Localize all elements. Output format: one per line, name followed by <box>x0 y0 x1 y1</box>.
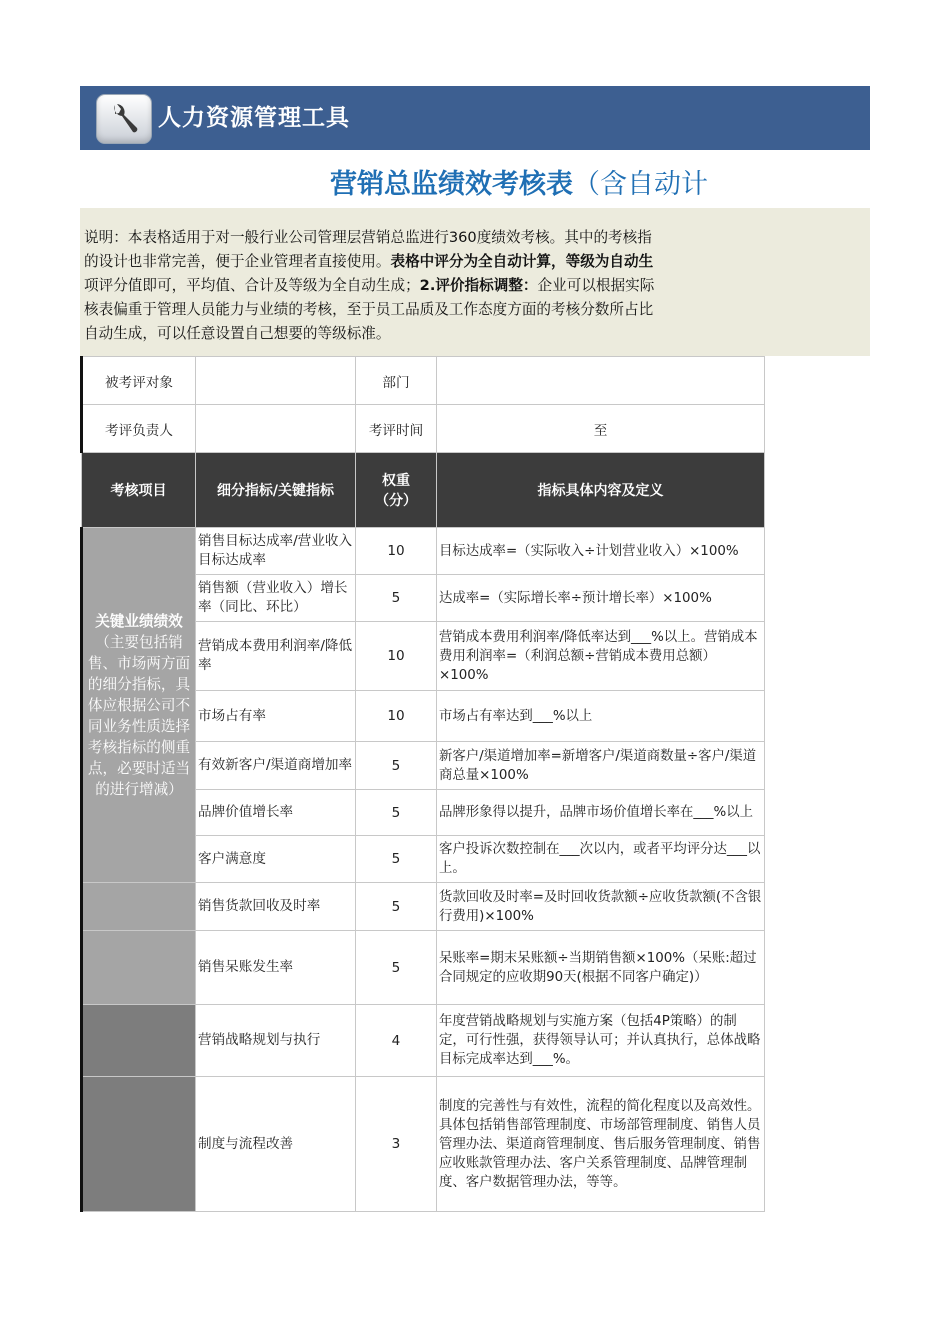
indicator-cell: 销售额（营业收入）增长率（同比、环比） <box>196 575 356 622</box>
table-row <box>82 1077 765 1212</box>
indicator-cell: 销售目标达成率/营业收入目标达成率 <box>196 528 356 575</box>
info-row-reviewer <box>82 405 765 453</box>
definition-cell: 呆账率=期末呆账额÷当期销售额×100%（呆账:超过合同规定的应收期90天(根据不同客户确定)） <box>437 931 765 1005</box>
indicator-cell: 销售货款回收及时率 <box>196 883 356 931</box>
reviewee-label: 被考评对象 <box>82 357 196 405</box>
indicator-cell: 市场占有率 <box>196 691 356 742</box>
weight-cell: 5 <box>356 742 437 790</box>
category-cell-blank <box>82 1005 196 1077</box>
indicator-cell: 品牌价值增长率 <box>196 790 356 836</box>
indicator-cell: 营销成本费用利润率/降低率 <box>196 622 356 691</box>
wrench-icon <box>96 94 152 144</box>
info-row-reviewee <box>82 357 765 405</box>
category-key-performance: 关键业绩绩效（主要包括销售、市场两方面的细分指标，具体应根据公司不同业务性质选择考核指标的侧重点，必要时适当的进行增减） <box>82 528 196 883</box>
weight-cell: 3 <box>356 1077 437 1212</box>
table-header <box>82 453 765 528</box>
reviewer-field[interactable] <box>196 405 356 453</box>
header-definition: 指标具体内容及定义 <box>437 453 765 528</box>
header-category: 考核项目 <box>82 453 196 528</box>
indicator-cell: 制度与流程改善 <box>196 1077 356 1212</box>
indicator-cell: 有效新客户/渠道商增加率 <box>196 742 356 790</box>
table-row <box>82 528 765 575</box>
weight-cell: 4 <box>356 1005 437 1077</box>
weight-cell: 5 <box>356 790 437 836</box>
category-cell-blank <box>82 931 196 1005</box>
header-banner <box>80 86 870 150</box>
description-box <box>80 208 870 356</box>
banner-title: 人力资源管理工具 <box>158 105 350 131</box>
weight-cell: 10 <box>356 622 437 691</box>
assessment-table <box>80 356 765 1212</box>
category-cell-blank <box>82 1077 196 1212</box>
category-cell-blank <box>82 883 196 931</box>
definition-cell: 品牌形象得以提升，品牌市场价值增长率在___%以上 <box>437 790 765 836</box>
description-text: 说明：本表格适用于对一般行业公司管理层营销总监进行360度绩效考核。其中的考核指 的设计也非常完善，便于企业管理者直接使用。表格中评分为全自动计算，等级为自动生 项评分值即可，平均值、合计及等级为全自动生成；2.评价指标调整：企业可以根据实际 核表偏重于管理人员能力与业绩的考核，至于员工品质及工作态度方面的考核分数所占比 自动生成，可以任意设置自己想要的等级标准。 <box>84 229 655 342</box>
weight-cell: 10 <box>356 691 437 742</box>
reviewer-label: 考评负责人 <box>82 405 196 453</box>
weight-cell: 10 <box>356 528 437 575</box>
review-time-field[interactable]: 至 <box>437 405 765 453</box>
definition-cell: 市场占有率达到___%以上 <box>437 691 765 742</box>
reviewee-field[interactable] <box>196 357 356 405</box>
table-row <box>82 1005 765 1077</box>
weight-cell: 5 <box>356 931 437 1005</box>
definition-cell: 新客户/渠道增加率=新增客户/渠道商数量÷客户/渠道商总量×100% <box>437 742 765 790</box>
definition-cell: 客户投诉次数控制在___次以内，或者平均评分达___以上。 <box>437 836 765 883</box>
document-title-paren: （含自动计 <box>573 169 708 200</box>
weight-cell: 5 <box>356 836 437 883</box>
definition-cell: 货款回收及时率=及时回收货款额÷应收货款额(不含银行费用)×100% <box>437 883 765 931</box>
definition-cell: 制度的完善性与有效性，流程的简化程度以及高效性。具体包括销售部管理制度、市场部管理制度、销售人员管理办法、渠道商管理制度、售后服务管理制度、销售应收账款管理办法、客户关系管理制度、品牌管理制度、客户数据管理办法，等等。 <box>437 1077 765 1212</box>
definition-cell: 目标达成率=（实际收入÷计划营业收入）×100% <box>437 528 765 575</box>
weight-cell: 5 <box>356 883 437 931</box>
table-row <box>82 931 765 1005</box>
indicator-cell: 客户满意度 <box>196 836 356 883</box>
indicator-cell: 销售呆账发生率 <box>196 931 356 1005</box>
indicator-cell: 营销战略规划与执行 <box>196 1005 356 1077</box>
document-title <box>80 152 763 208</box>
department-label: 部门 <box>356 357 437 405</box>
header-indicator: 细分指标/关键指标 <box>196 453 356 528</box>
weight-cell: 5 <box>356 575 437 622</box>
table-row <box>82 883 765 931</box>
department-field[interactable] <box>437 357 765 405</box>
header-weight: 权重 （分） <box>356 453 437 528</box>
definition-cell: 营销成本费用利润率/降低率达到___%以上。营销成本费用利润率=（利润总额÷营销成本费用总额）×100% <box>437 622 765 691</box>
document-title-main: 营销总监绩效考核表 <box>330 169 573 200</box>
review-time-label: 考评时间 <box>356 405 437 453</box>
definition-cell: 年度营销战略规划与实施方案（包括4P策略）的制定，可行性强，获得领导认可；并认真执行，总体战略目标完成率达到___%。 <box>437 1005 765 1077</box>
definition-cell: 达成率=（实际增长率÷预计增长率）×100% <box>437 575 765 622</box>
